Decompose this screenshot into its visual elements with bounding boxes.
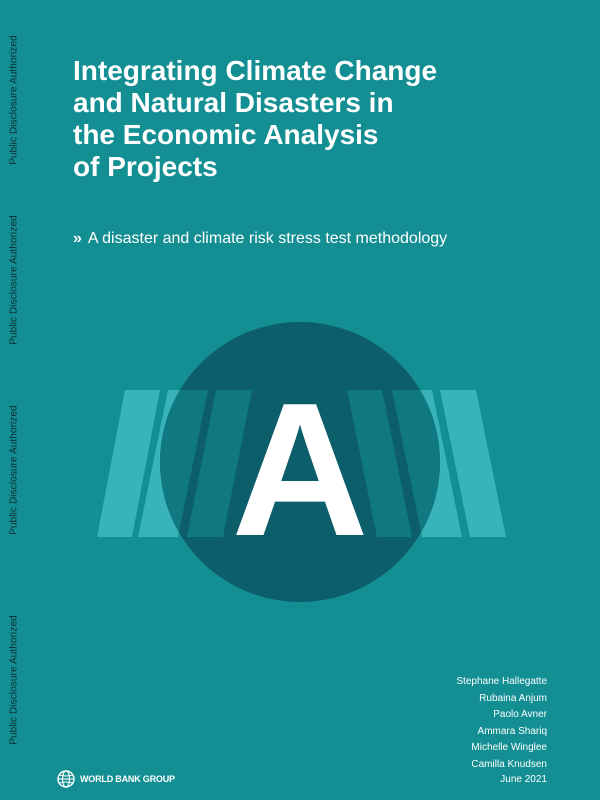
author-name: Paolo Avner — [493, 709, 547, 720]
author-name: Michelle Winglee — [471, 742, 547, 753]
disclosure-label: Public Disclosure Authorized — [8, 215, 20, 345]
author-name: Camilla Knudsen — [471, 758, 547, 770]
author-name: Ammara Shariq — [477, 725, 547, 737]
title-line: and Natural Disasters in — [73, 87, 394, 118]
disclosure-label: Public Disclosure Authorized — [8, 405, 20, 535]
subtitle-text: A disaster and climate risk stress test methodology — [87, 230, 448, 247]
author-name: Stephane Hallegatte — [456, 676, 547, 687]
author-name: Rubaina Anjum — [479, 692, 547, 704]
chevron-icon: » — [73, 230, 82, 247]
author-list — [456, 674, 547, 773]
title-line: the Economic Analysis — [73, 119, 379, 150]
publisher-name: WORLD BANK GROUP — [80, 774, 175, 784]
disclosure-label: Public Disclosure Authorized — [8, 615, 20, 745]
title-line: of Projects — [73, 151, 218, 182]
publication-date: June 2021 — [500, 774, 547, 785]
publisher-logo — [57, 770, 175, 788]
disclosure-label: Public Disclosure Authorized — [8, 35, 20, 165]
emblem-letter: A — [231, 364, 369, 576]
globe-icon — [57, 770, 75, 788]
title-line: Integrating Climate Change — [73, 55, 438, 86]
